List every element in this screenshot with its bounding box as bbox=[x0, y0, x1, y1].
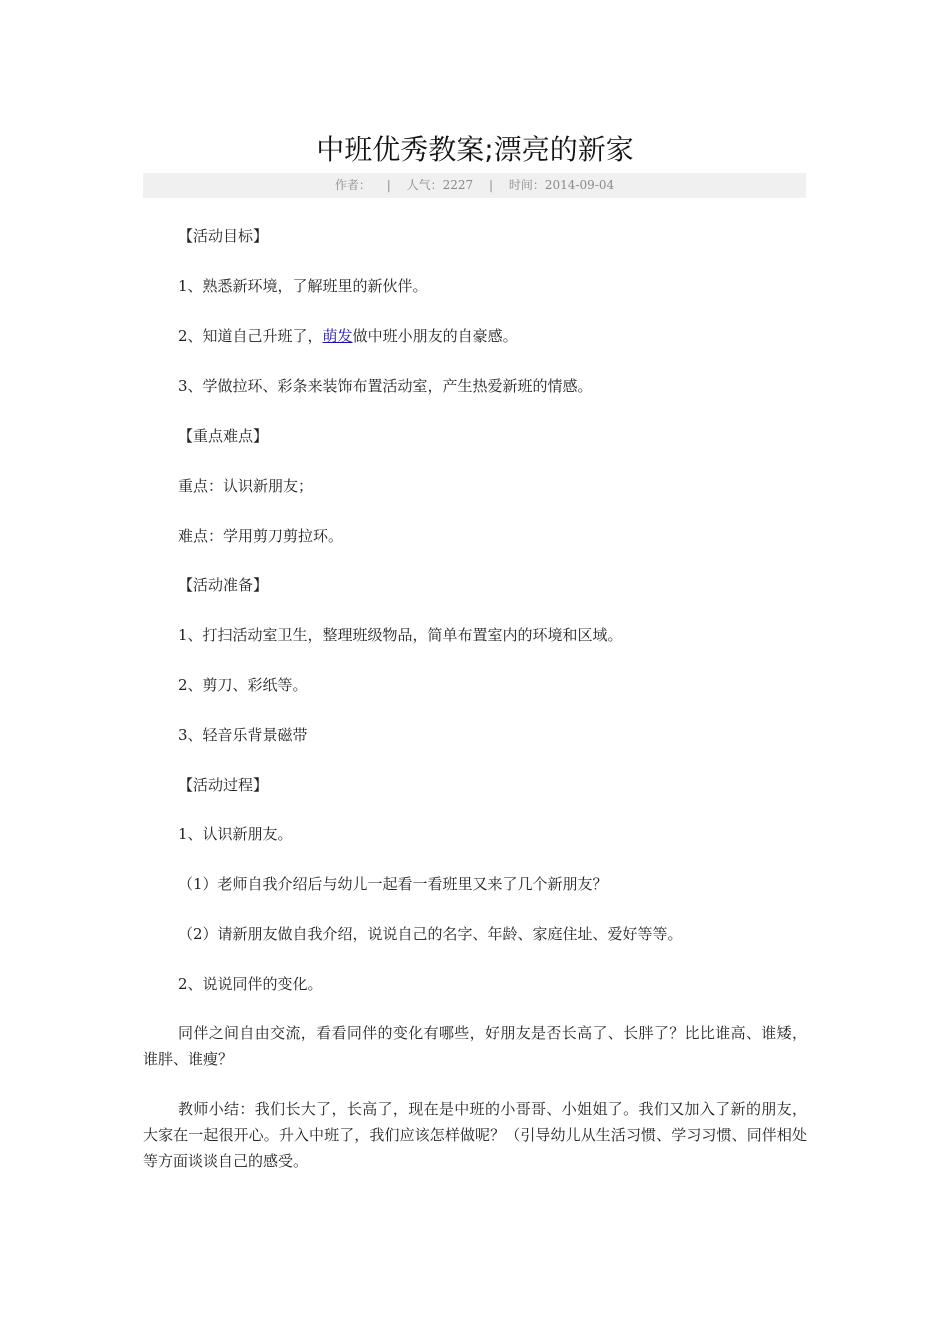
process-step-2: 2、说说同伴的变化。 bbox=[178, 975, 323, 993]
section-heading-preparation: 【活动准备】 bbox=[178, 576, 269, 594]
meta-separator: | bbox=[386, 178, 391, 192]
meta-separator: | bbox=[489, 178, 494, 192]
key-point: 重点：认识新朋友； bbox=[178, 477, 314, 495]
time-label: 时间： bbox=[508, 178, 545, 192]
prep-item-1: 1、打扫活动室卫生，整理班级物品，简单布置室内的环境和区域。 bbox=[178, 626, 623, 644]
author-label: 作者： bbox=[334, 178, 371, 192]
paragraph-teacher-summary: 教师小结：我们长大了，长高了，现在是中班的小哥哥、小姐姐了。我们又加入了新的朋友，大家在一起很开心。升入中班了，我们应该怎样做呢？（引导幼儿从生活习惯、学习习惯、同伴相处等方面谈谈自己的感受。 bbox=[143, 1100, 807, 1170]
difficult-point: 难点：学用剪刀剪拉环。 bbox=[178, 527, 344, 545]
article-meta-bar bbox=[143, 173, 806, 198]
goal-item-2-prefix: 2、知道自己升班了， bbox=[178, 327, 323, 345]
section-heading-key-points: 【重点难点】 bbox=[178, 427, 269, 445]
goal-item-2 bbox=[178, 327, 808, 345]
section-heading-goals: 【活动目标】 bbox=[178, 227, 269, 245]
paragraph-peer-changes: 同伴之间自由交流，看看同伴的变化有哪些，好朋友是否长高了、长胖了？比比谁高、谁矮，谁胖、谁瘦？ bbox=[143, 1024, 807, 1068]
prep-item-2: 2、剪刀、彩纸等。 bbox=[178, 676, 308, 694]
views-count: 2227 bbox=[442, 178, 474, 192]
goal-item-2-suffix: 做中班小朋友的自豪感。 bbox=[352, 327, 518, 345]
publish-date: 2014-09-04 bbox=[544, 178, 615, 192]
goal-item-3: 3、学做拉环、彩条来装饰布置活动室，产生热爱新班的情感。 bbox=[178, 377, 593, 395]
keyword-link[interactable]: 萌发 bbox=[322, 327, 353, 345]
process-step-1b: （2）请新朋友做自我介绍，说说自己的名字、年龄、家庭住址、爱好等等。 bbox=[178, 925, 683, 943]
goal-item-1: 1、熟悉新环境，了解班里的新伙伴。 bbox=[178, 277, 428, 295]
prep-item-3: 3、轻音乐背景磁带 bbox=[178, 726, 308, 744]
views-label: 人气： bbox=[406, 178, 443, 192]
section-heading-process: 【活动过程】 bbox=[178, 776, 269, 794]
page-title: 中班优秀教案;漂亮的新家 bbox=[316, 133, 634, 166]
process-step-1: 1、认识新朋友。 bbox=[178, 825, 293, 843]
process-step-1a: （1）老师自我介绍后与幼儿一起看一看班里又来了几个新朋友？ bbox=[178, 875, 608, 893]
